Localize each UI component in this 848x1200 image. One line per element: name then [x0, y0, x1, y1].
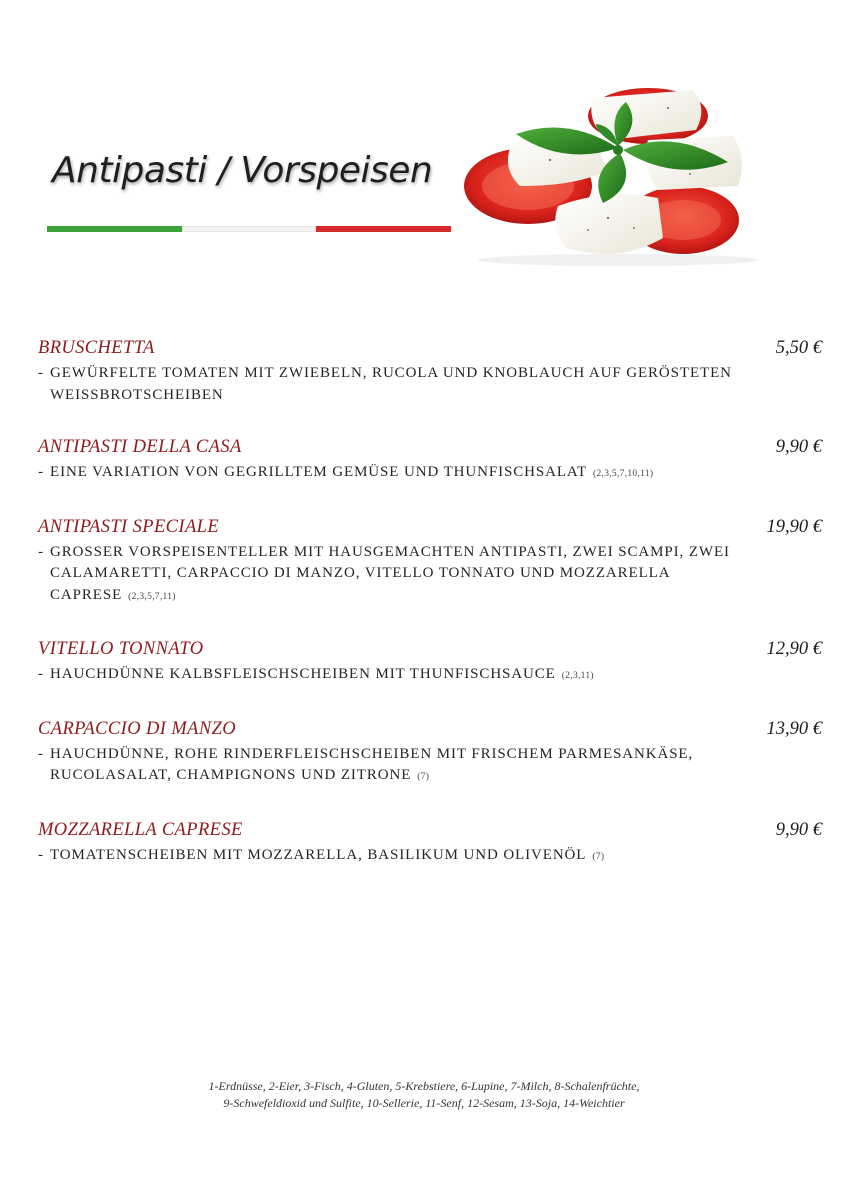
item-description: - HAUCHDÜNNE KALBSFLEISCHSCHEIBEN MIT THUNFISCHSAUCE (2,3,11) — [38, 666, 594, 682]
item-price: 9,90 € — [775, 437, 822, 457]
allergen-codes: (7) — [592, 851, 605, 862]
item-description: - HAUCHDÜNNE, ROHE RINDERFLEISCHSCHEIBEN MIT FRISCHEM PARMESANKÄSE, RUCOLASALAT, CHAMPIGNONS UND ZITRONE (7) — [38, 745, 694, 783]
menu-item — [38, 517, 822, 609]
menu-item — [38, 437, 822, 486]
item-description-text: GROSSER VORSPEISENTELLER MIT HAUSGEMACHTEN ANTIPASTI, ZWEI SCAMPI, ZWEI CALAMARETTI, CARPACCIO DI MANZO, VITELLO TONNATO UND MOZZARELLA CAPRESE — [50, 543, 730, 603]
flag-green-stripe — [47, 226, 182, 232]
item-price: 12,90 € — [766, 639, 822, 659]
menu-item — [38, 820, 822, 869]
item-description: - GEWÜRFELTE TOMATEN MIT ZWIEBELN, RUCOLA UND KNOBLAUCH AUF GERÖSTETEN WEISSBROTSCHEIBEN — [38, 365, 732, 403]
italian-flag-divider — [47, 226, 451, 232]
allergen-legend-line: 1-Erdnüsse, 2-Eier, 3-Fisch, 4-Gluten, 5-Krebstiere, 6-Lupine, 7-Milch, 8-Schalenfrüchte, — [208, 1079, 640, 1093]
menu-item — [38, 639, 822, 688]
item-price: 5,50 € — [775, 338, 822, 358]
item-name: ANTIPASTI SPECIALE — [38, 516, 220, 537]
item-description-text: GEWÜRFELTE TOMATEN MIT ZWIEBELN, RUCOLA UND KNOBLAUCH AUF GERÖSTETEN WEISSBROTSCHEIBEN — [50, 365, 732, 403]
item-name: VITELLO TONNATO — [38, 639, 204, 659]
flag-red-stripe — [316, 226, 451, 232]
item-description-text: EINE VARIATION VON GEGRILLTEM GEMÜSE UND THUNFISCHSALAT — [50, 464, 588, 480]
allergen-codes: (7) — [417, 772, 430, 782]
item-description: - GROSSER VORSPEISENTELLER MIT HAUSGEMACHTEN ANTIPASTI, ZWEI SCAMPI, ZWEI CALAMARETTI, CARPACCIO DI MANZO, VITELLO TONNATO UND MOZZARELLA CAPRESE (2,3,5,7,11) — [38, 543, 730, 603]
item-price: 19,90 € — [766, 516, 822, 537]
item-description-text: HAUCHDÜNNE KALBSFLEISCHSCHEIBEN MIT THUNFISCHSAUCE — [50, 666, 556, 682]
caprese-photo — [458, 78, 768, 268]
allergen-legend-line: 9-Schwefeldioxid und Sulfite, 10-Sellerie, 11-Senf, 12-Sesam, 13-Soja, 14-Weichtier — [223, 1096, 625, 1110]
item-name: MOZZARELLA CAPRESE — [38, 819, 243, 840]
item-description-text: TOMATENSCHEIBEN MIT MOZZARELLA, BASILIKUM UND OLIVENÖL — [50, 846, 587, 863]
menu-items — [38, 338, 822, 868]
item-description-text: HAUCHDÜNNE, ROHE RINDERFLEISCHSCHEIBEN MIT FRISCHEM PARMESANKÄSE, RUCOLASALAT, CHAMPIGNONS UND ZITRONE — [50, 745, 694, 783]
menu-item — [38, 338, 822, 406]
allergen-codes: (2,3,5,7,11) — [128, 591, 176, 602]
allergen-codes: (2,3,11) — [561, 671, 594, 681]
item-description: - EINE VARIATION VON GEGRILLTEM GEMÜSE UND THUNFISCHSALAT (2,3,5,7,10,11) — [38, 464, 654, 480]
item-description: - TOMATENSCHEIBEN MIT MOZZARELLA, BASILIKUM UND OLIVENÖL (7) — [38, 846, 605, 863]
item-name: BRUSCHETTA — [38, 338, 155, 358]
flag-white-stripe — [182, 226, 317, 232]
item-price: 13,90 € — [766, 718, 822, 739]
menu-item — [38, 719, 822, 789]
item-name: CARPACCIO DI MANZO — [38, 718, 237, 739]
item-price: 9,90 € — [775, 819, 822, 840]
page-title: Antipasti / Vorspeisen — [52, 150, 433, 191]
allergen-legend — [0, 1078, 848, 1112]
allergen-codes: (2,3,5,7,10,11) — [593, 469, 654, 479]
item-name: ANTIPASTI DELLA CASA — [38, 437, 242, 457]
